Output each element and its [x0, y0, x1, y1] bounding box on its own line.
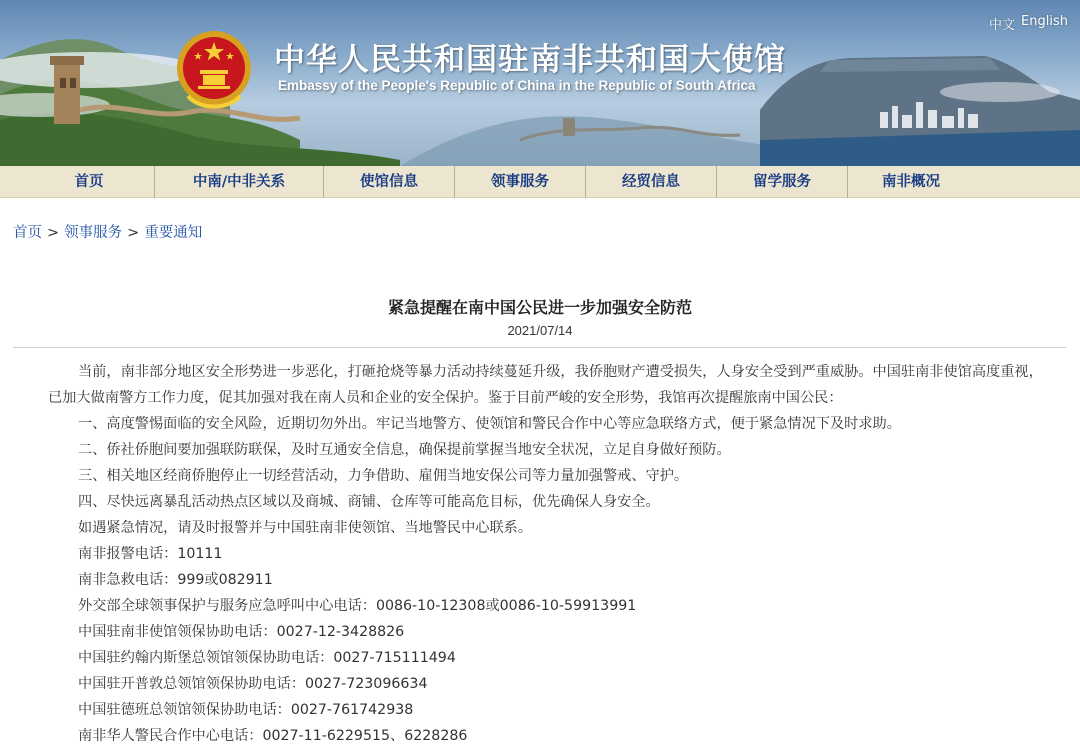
article-line: 四、尽快远离暴乱活动热点区域以及商城、商铺、仓库等可能高危目标，优先确保人身安全。: [78, 494, 660, 510]
article-line: 中国驻约翰内斯堡总领馆领保协助电话：0027-715111494: [78, 650, 456, 666]
nav-item-embassy-info[interactable]: 使馆信息: [360, 174, 418, 190]
nav-item-relations[interactable]: 中南/中非关系: [192, 174, 286, 190]
article-line: 三、相关地区经商侨胞停止一切经营活动，力争借助、雇佣当地安保公司等力量加强警戒、守护。: [78, 468, 689, 484]
nav-item-study[interactable]: 留学服务: [753, 174, 811, 190]
lang-zh-link[interactable]: 中文: [989, 18, 1016, 33]
article-title: 紧急提醒在南中国公民进一步加强安全防范: [387, 298, 692, 317]
article-line: 中国驻开普敦总领馆领保协助电话：0027-723096634: [78, 676, 428, 692]
breadcrumb-notices[interactable]: 重要通知: [144, 225, 203, 241]
lang-en-link[interactable]: English: [1021, 14, 1068, 29]
article-line: 中国驻德班总领馆领保协助电话：0027-761742938: [78, 702, 414, 718]
nav-item-consular[interactable]: 领事服务: [491, 174, 549, 190]
breadcrumb-separator: >: [127, 225, 140, 241]
article-body: [48, 359, 1044, 749]
article-line: 南非报警电话：10111: [78, 546, 223, 562]
breadcrumb-consular[interactable]: 领事服务: [64, 225, 123, 241]
nav-item-home[interactable]: 首页: [74, 174, 104, 190]
article-intro: 当前，南非部分地区安全形势进一步恶化，打砸抢烧等暴力活动持续蔓延升级，我侨胞财产遭受损失，人身安全受到严重威胁。中国驻南非使馆高度重视，已加大做南警方工作力度，促其加强对我在南人员和企业的安全保护。鉴于目前严峻的安全形势，我馆再次提醒旅南中国公民：: [48, 364, 1043, 406]
article-line: 中国驻南非使馆领保协助电话：0027-12-3428826: [78, 624, 405, 640]
article-line: 二、侨社侨胞间要加强联防联保，及时互通安全信息，确保提前掌握当地安全状况，立足自身做好预防。: [78, 442, 731, 458]
site-title-en: Embassy of the People's Republic of China in the Republic of South Africa: [278, 78, 756, 93]
national-emblem-icon: [174, 26, 254, 116]
main-nav: [0, 166, 1080, 198]
site-title-zh: 中华人民共和国驻南非共和国大使馆: [274, 42, 786, 78]
language-switch: [989, 14, 1068, 33]
article-line: 如遇紧急情况，请及时报警并与中国驻南非使领馆、当地警民中心联系。: [78, 520, 533, 536]
nav-item-trade[interactable]: 经贸信息: [622, 174, 680, 190]
breadcrumb-separator: >: [47, 225, 60, 241]
article-line: 南非华人警民合作中心电话：0027-11-6229515、6228286: [78, 728, 468, 744]
breadcrumb-home[interactable]: 首页: [13, 225, 42, 241]
title-divider: [13, 347, 1066, 348]
article-line: 外交部全球领事保护与服务应急呼叫中心电话：0086-10-12308或0086-10-59913991: [78, 598, 637, 614]
breadcrumb: [13, 221, 202, 242]
nav-item-overview[interactable]: 南非概况: [882, 174, 940, 190]
article-line: 一、高度警惕面临的安全风险，近期切勿外出。牢记当地警方、使领馆和警民合作中心等应急联络方式，便于紧急情况下及时求助。: [78, 416, 901, 432]
header-banner: [0, 0, 1080, 166]
article-line: 南非急救电话：999或082911: [78, 572, 273, 588]
article-date: 2021/07/14: [507, 323, 573, 338]
